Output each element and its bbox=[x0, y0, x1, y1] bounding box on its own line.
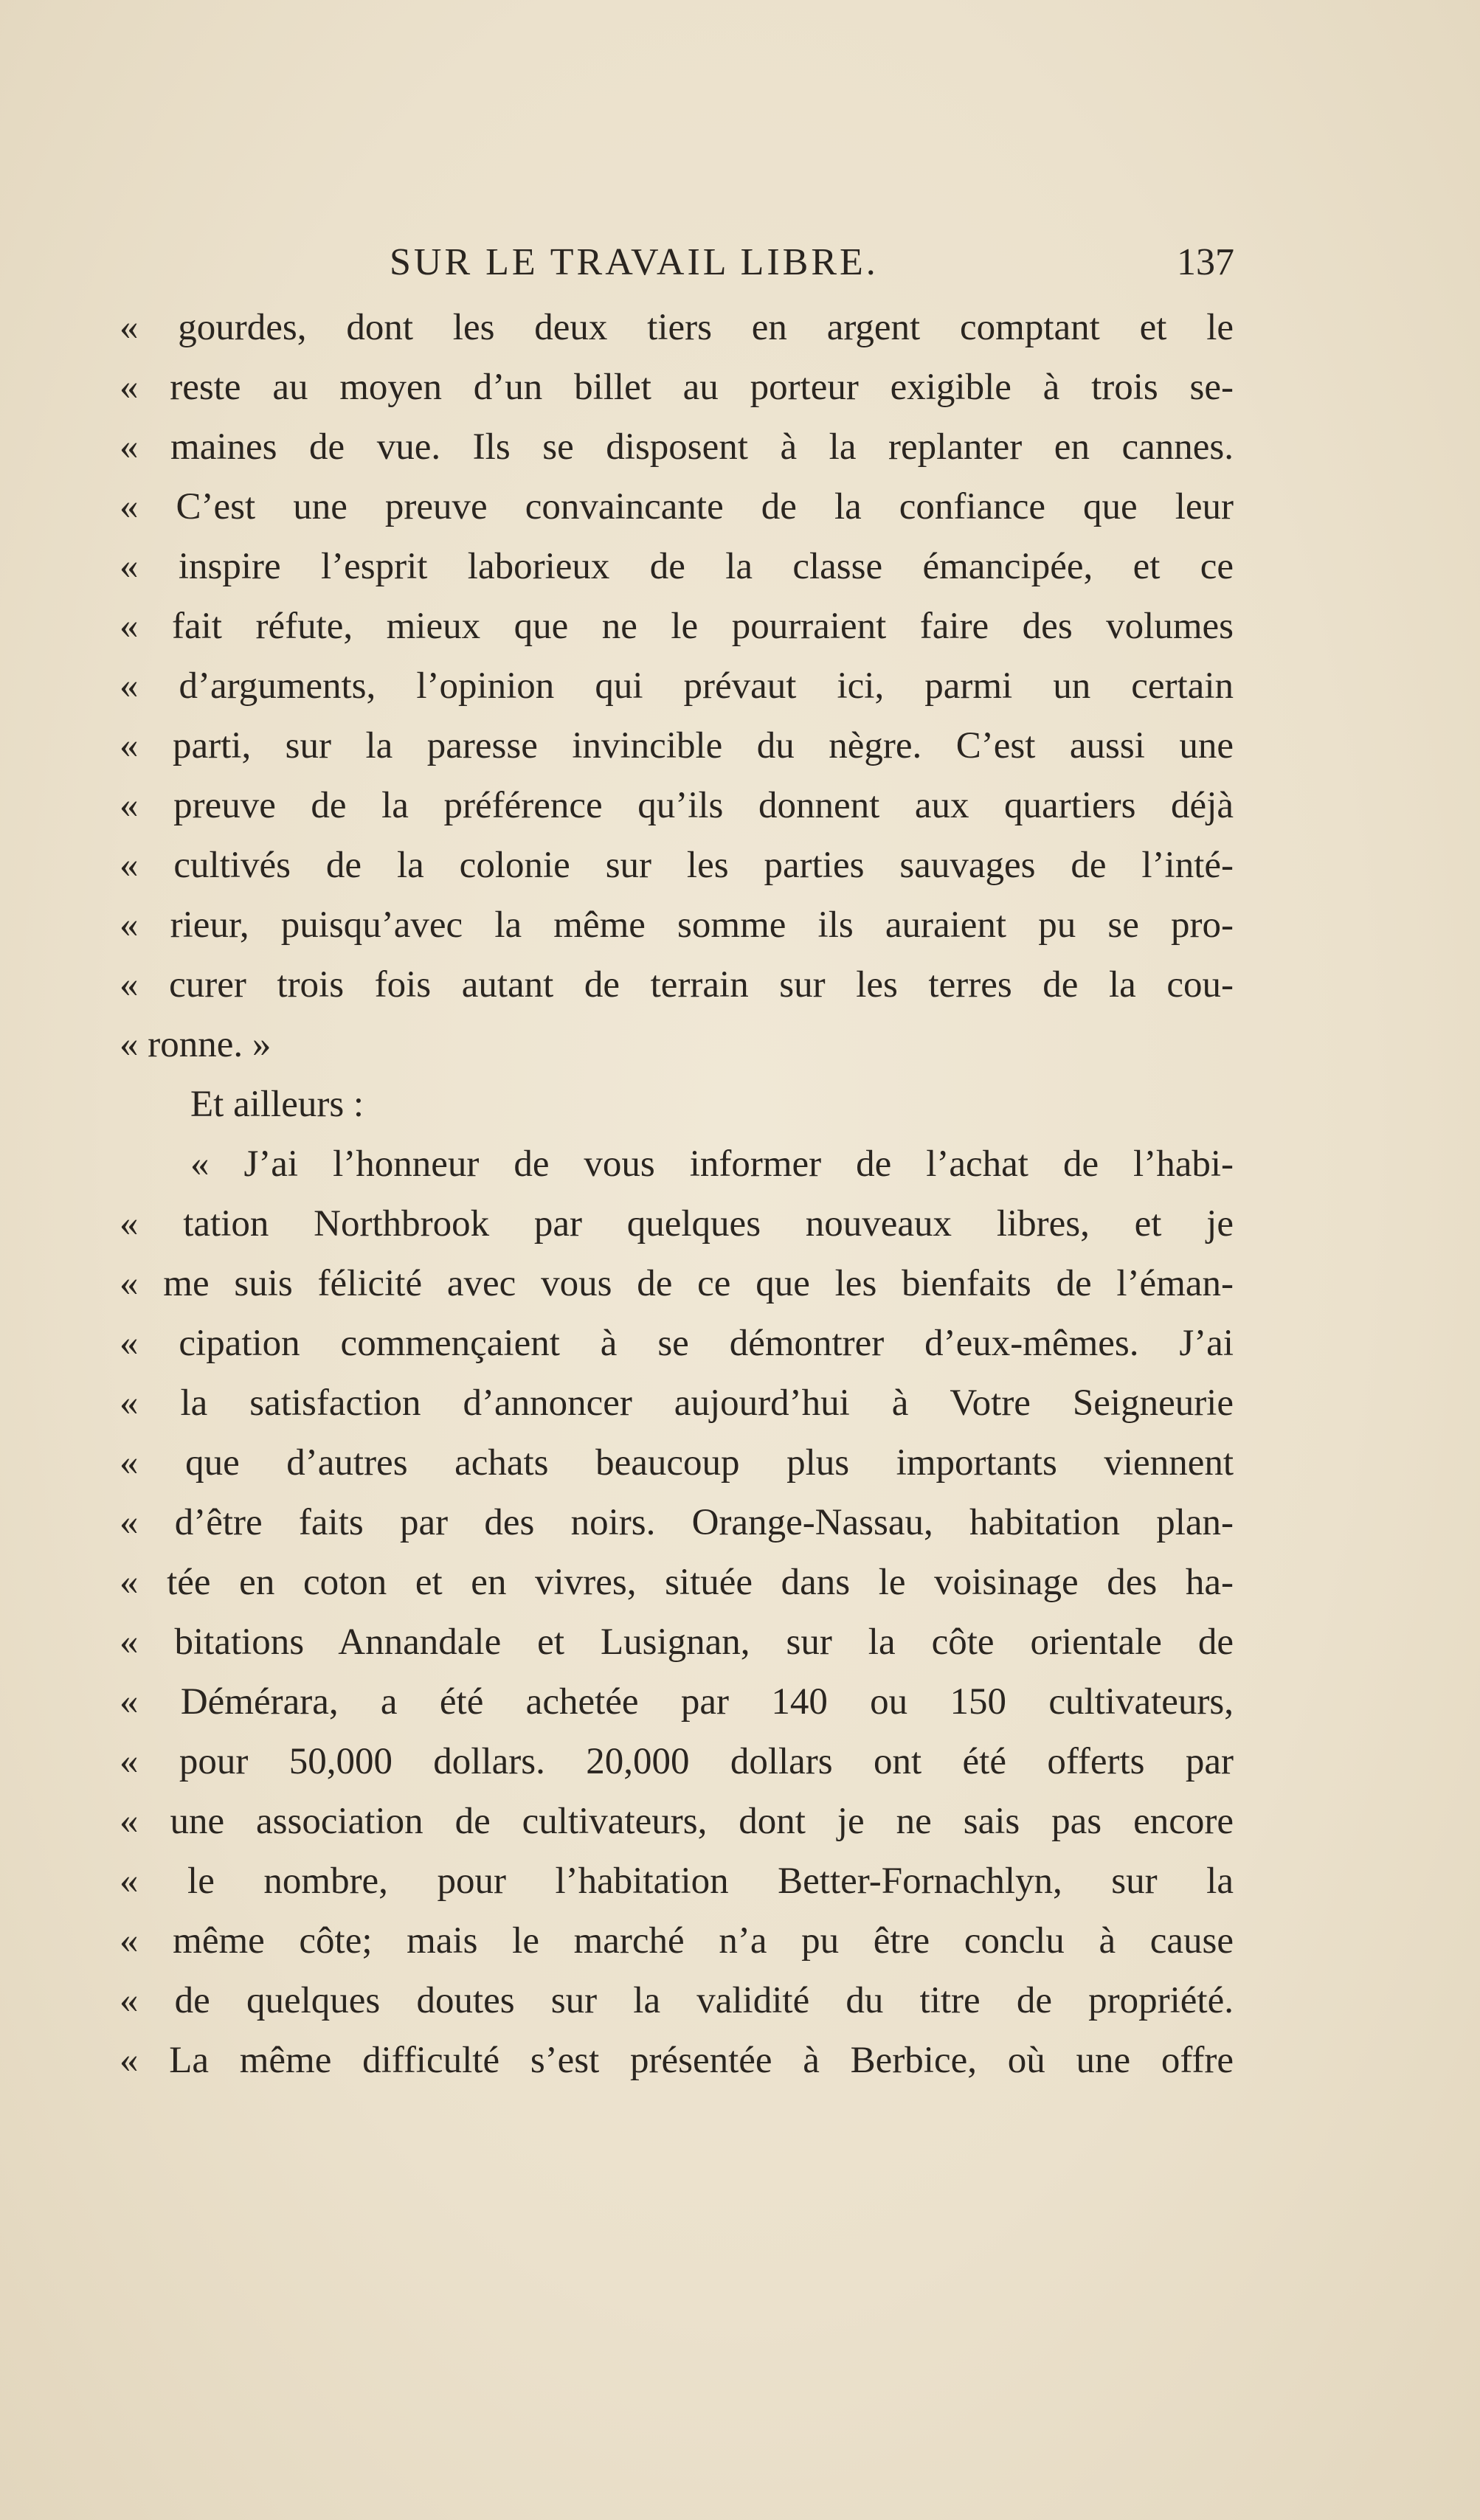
text-line: « maines de vue. Ils se disposent à la replanter en cannes. bbox=[120, 426, 1234, 468]
text-line: « la satisfaction d’annoncer aujourd’hui à Votre Seigneurie bbox=[120, 1382, 1234, 1424]
text-line: « rieur, puisqu’avec la même somme ils auraient pu se pro- bbox=[120, 904, 1234, 946]
text-line: « le nombre, pour l’habitation Better-Fornachlyn, sur la bbox=[120, 1860, 1234, 1902]
text-line: « parti, sur la paresse invincible du nègre. C’est aussi une bbox=[120, 725, 1234, 766]
text-line: « de quelques doutes sur la validité du titre de propriété. bbox=[120, 1980, 1234, 2021]
text-line: « reste au moyen d’un billet au porteur exigible à trois se- bbox=[120, 367, 1234, 408]
text-line: « d’arguments, l’opinion qui prévaut ici, parmi un certain bbox=[120, 665, 1234, 707]
text-line: « inspire l’esprit laborieux de la classe émancipée, et ce bbox=[120, 546, 1234, 587]
text-line: « tation Northbrook par quelques nouveaux libres, et je bbox=[120, 1203, 1234, 1245]
text-line: « cipation commençaient à se démontrer d’eux-mêmes. J’ai bbox=[120, 1323, 1234, 1364]
text-line: « ronne. » bbox=[120, 1024, 272, 1065]
text-line: « bitations Annandale et Lusignan, sur la côte orientale de bbox=[120, 1621, 1234, 1663]
text-line: « une association de cultivateurs, dont je ne sais pas encore bbox=[120, 1801, 1234, 1842]
text-line: « d’être faits par des noirs. Orange-Nassau, habitation plan- bbox=[120, 1502, 1234, 1543]
text-line: « gourdes, dont les deux tiers en argent comptant et le bbox=[120, 307, 1234, 348]
text-line: « cultivés de la colonie sur les parties sauvages de l’inté- bbox=[120, 845, 1234, 886]
text-line: « Démérara, a été achetée par 140 ou 150 cultivateurs, bbox=[120, 1681, 1234, 1723]
text-line: « preuve de la préférence qu’ils donnent aux quartiers déjà bbox=[120, 785, 1234, 826]
running-head: SUR LE TRAVAIL LIBRE. bbox=[390, 241, 879, 283]
text-line: « tée en coton et en vivres, située dans le voisinage des ha- bbox=[120, 1562, 1234, 1603]
text-line: « fait réfute, mieux que ne le pourraient faire des volumes bbox=[120, 606, 1234, 647]
text-line: « La même difficulté s’est présentée à Berbice, où une offre bbox=[120, 2040, 1234, 2081]
text-line: Et ailleurs : bbox=[190, 1084, 364, 1125]
text-line: « curer trois fois autant de terrain sur les terres de la cou- bbox=[120, 964, 1234, 1005]
text-line: « même côte; mais le marché n’a pu être conclu à cause bbox=[120, 1920, 1234, 1962]
text-line: « me suis félicité avec vous de ce que les bienfaits de l’éman- bbox=[120, 1263, 1234, 1304]
page-number: 137 bbox=[1177, 241, 1234, 283]
text-line: « que d’autres achats beaucoup plus importants viennent bbox=[120, 1442, 1234, 1484]
text-line: « pour 50,000 dollars. 20,000 dollars ont été offerts par bbox=[120, 1741, 1234, 1782]
text-line: « C’est une preuve convaincante de la confiance que leur bbox=[120, 486, 1234, 527]
text-line: « J’ai l’honneur de vous informer de l’achat de l’habi- bbox=[190, 1143, 1234, 1185]
